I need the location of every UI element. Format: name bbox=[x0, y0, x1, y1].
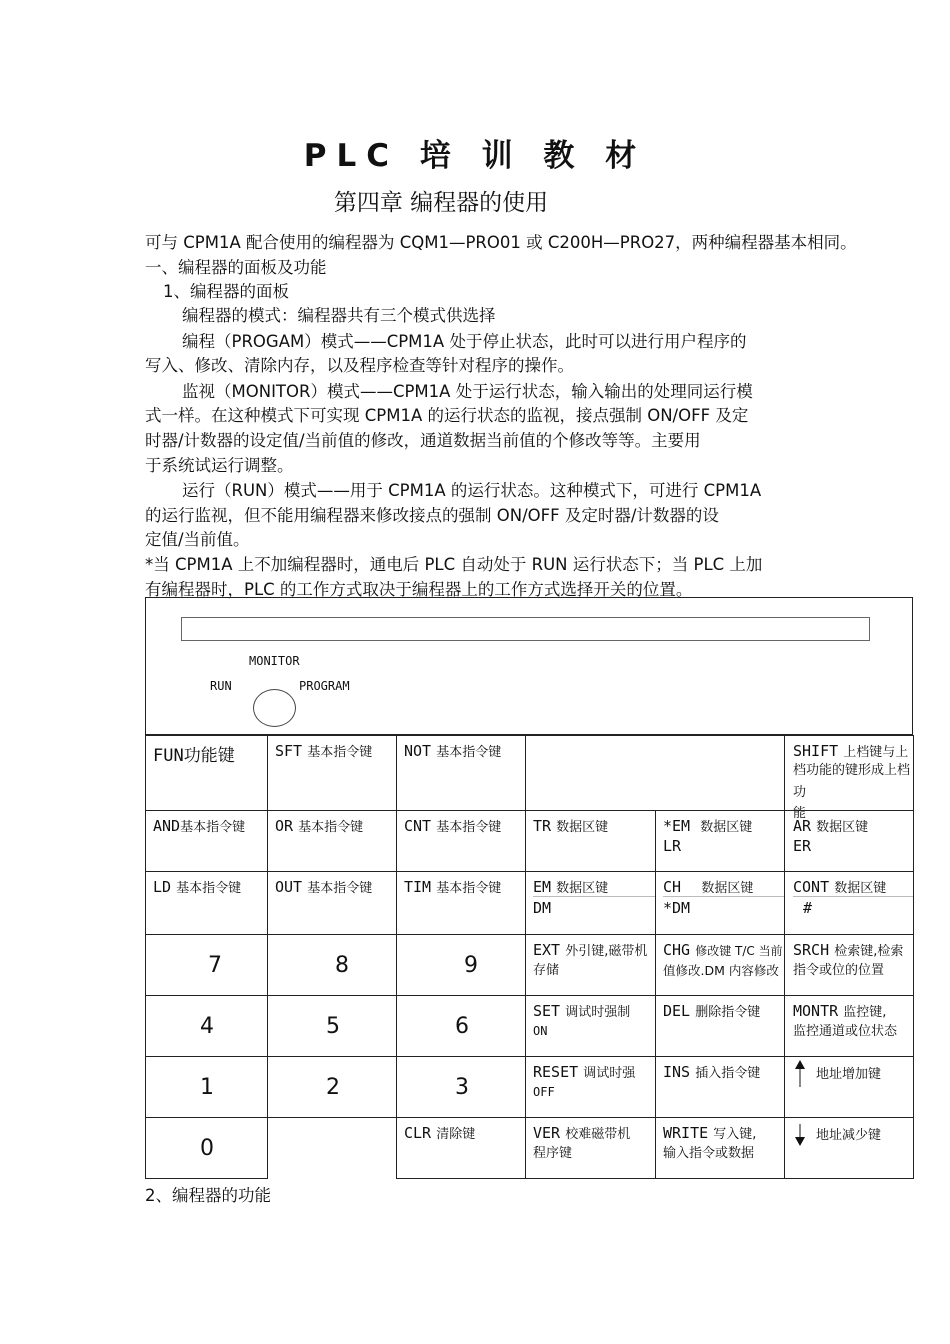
arrow-up-icon bbox=[793, 1059, 807, 1089]
monitor-mode-line4: 于系统试运行调整。 bbox=[145, 456, 294, 475]
key-tim[interactable]: TIM 基本指令键 bbox=[396, 871, 526, 935]
run-mode-line1: 运行（RUN）模式——用于 CPM1A 的运行状态。这种模式下，可进行 CPM1A bbox=[182, 481, 762, 500]
key-1[interactable]: 1 bbox=[145, 1056, 268, 1118]
key-sft[interactable]: SFT 基本指令键 bbox=[267, 735, 397, 811]
monitor-mode-line2: 式一样。在这种模式下可实现 CPM1A 的运行状态的监视，接点强制 ON/OFF 及定 bbox=[145, 406, 749, 425]
note-line1: *当 CPM1A 上不加编程器时，通电后 PLC 自动处于 RUN 运行状态下；当 PLC 上加 bbox=[145, 555, 763, 574]
key-reset[interactable]: RESET 调试时强 OFF bbox=[525, 1056, 656, 1118]
section-heading: 一、编程器的面板及功能 bbox=[145, 258, 327, 277]
subsection-heading: 1、编程器的面板 bbox=[163, 282, 289, 301]
key-del[interactable]: DEL 删除指令键 bbox=[655, 995, 785, 1057]
mode-label-program: PROGRAM bbox=[299, 679, 350, 693]
key-cont[interactable]: CONT 数据区键 # bbox=[784, 871, 914, 935]
key-em-dm[interactable]: EM 数据区键 DM bbox=[525, 871, 656, 935]
key-em-lr[interactable]: *EM 数据区键 LR bbox=[655, 810, 785, 872]
mode-selector-knob[interactable] bbox=[253, 689, 296, 727]
key-tr[interactable]: TR 数据区键 bbox=[525, 810, 656, 872]
mode-label-run: RUN bbox=[210, 679, 232, 693]
key-write[interactable]: WRITE 写入键, 输入指令或数据 bbox=[655, 1117, 785, 1179]
mode-label-monitor: MONITOR bbox=[249, 654, 300, 668]
key-shift[interactable]: SHIFT 上档键与上 档功能的键形成上档功 能 bbox=[784, 735, 914, 811]
run-mode-line3: 定值/当前值。 bbox=[145, 530, 250, 549]
key-not[interactable]: NOT 基本指令键 bbox=[396, 735, 526, 811]
program-mode-line1: 编程（PROGAM）模式——CPM1A 处于停止状态，此时可以进行用户程序的 bbox=[182, 332, 747, 351]
section-footer-heading: 2、编程器的功能 bbox=[145, 1186, 271, 1205]
chapter-heading: 第四章 编程器的使用 bbox=[333, 190, 549, 216]
key-address-down[interactable]: 地址减少键 bbox=[784, 1117, 914, 1179]
modes-intro: 编程器的模式：编程器共有三个模式供选择 bbox=[182, 306, 496, 325]
key-chg[interactable]: CHG 修改键 T/C 当前 值修改.DM 内容修改 bbox=[655, 934, 785, 996]
monitor-mode-line3: 时器/计数器的设定值/当前值的修改，通道数据当前值的个修改等等。主要用 bbox=[145, 431, 701, 450]
note-line2: 有编程器时，PLC 的工作方式取决于编程器上的工作方式选择开关的位置。 bbox=[145, 580, 693, 599]
key-cnt[interactable]: CNT 基本指令键 bbox=[396, 810, 526, 872]
empty-key-area bbox=[525, 735, 785, 811]
monitor-mode-line1: 监视（MONITOR）模式——CPM1A 处于运行状态，输入输出的处理同运行模 bbox=[182, 382, 753, 401]
key-ar-er[interactable]: AR 数据区键 ER bbox=[784, 810, 914, 872]
key-srch[interactable]: SRCH 检索键,检索 指令或位的位置 bbox=[784, 934, 914, 996]
arrow-down-icon bbox=[793, 1122, 807, 1152]
program-mode-line2: 写入、修改、清除内存，以及程序检查等针对程序的操作。 bbox=[145, 356, 574, 375]
key-7[interactable]: 7 bbox=[145, 934, 268, 996]
key-ver[interactable]: VER 校难磁带机 程序键 bbox=[525, 1117, 656, 1179]
key-fun[interactable]: FUN功能键 bbox=[145, 735, 268, 811]
key-address-up[interactable]: 地址增加键 bbox=[784, 1056, 914, 1118]
key-clr[interactable]: CLR 清除键 bbox=[396, 1117, 526, 1179]
key-0[interactable]: 0 bbox=[145, 1117, 268, 1179]
key-5[interactable]: 5 bbox=[267, 995, 397, 1057]
key-or[interactable]: OR 基本指令键 bbox=[267, 810, 397, 872]
programmer-display bbox=[181, 617, 870, 641]
key-ch-dm[interactable]: CH 数据区键 *DM bbox=[655, 871, 785, 935]
key-out[interactable]: OUT 基本指令键 bbox=[267, 871, 397, 935]
key-montr[interactable]: MONTR 监控键, 监控通道或位状态 bbox=[784, 995, 914, 1057]
intro-paragraph: 可与 CPM1A 配合使用的编程器为 CQM1—PRO01 或 C200H—PRO27，两种编程器基本相同。 bbox=[145, 233, 857, 252]
key-ld[interactable]: LD 基本指令键 bbox=[145, 871, 268, 935]
key-6[interactable]: 6 bbox=[396, 995, 526, 1057]
run-mode-line2: 的运行监视，但不能用编程器来修改接点的强制 ON/OFF 及定时器/计数器的设 bbox=[145, 506, 719, 525]
key-8[interactable]: 8 bbox=[267, 934, 397, 996]
key-set[interactable]: SET 调试时强制 ON bbox=[525, 995, 656, 1057]
key-9[interactable]: 9 bbox=[396, 934, 526, 996]
key-and[interactable]: AND基本指令键 bbox=[145, 810, 268, 872]
page-title: PLC 培 训 教 材 bbox=[303, 138, 647, 174]
key-ins[interactable]: INS 插入指令键 bbox=[655, 1056, 785, 1118]
key-ext[interactable]: EXT 外引键,磁带机 存储 bbox=[525, 934, 656, 996]
key-4[interactable]: 4 bbox=[145, 995, 268, 1057]
key-3[interactable]: 3 bbox=[396, 1056, 526, 1118]
key-2[interactable]: 2 bbox=[267, 1056, 397, 1118]
